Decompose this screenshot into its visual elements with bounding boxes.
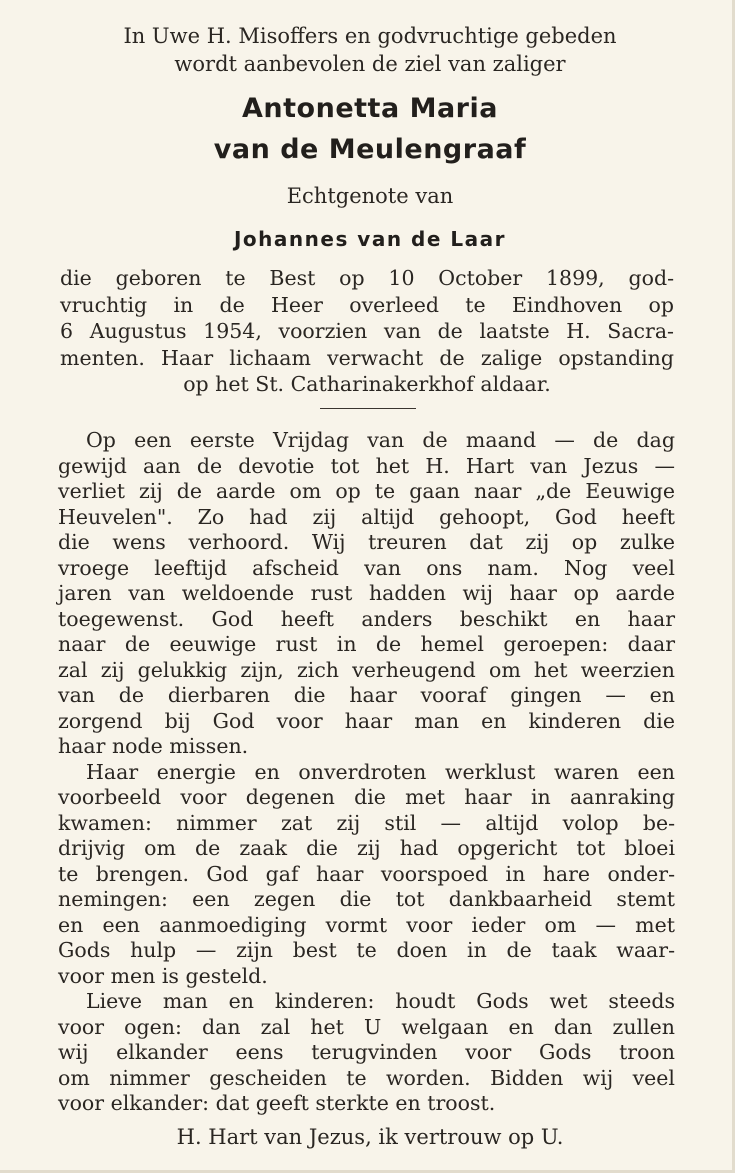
divider-rule	[320, 408, 416, 409]
closing-prayer: H. Hart van Jezus, ik vertrouw op U.	[176, 1125, 564, 1149]
body-line: om nimmer gescheiden te worden. Bidden wij veel	[58, 1065, 675, 1090]
body-line: toegewenst. God heeft anders beschikt en haar	[58, 606, 675, 631]
body-line: nemingen: een zegen die tot dankbaarheid stemt	[58, 887, 675, 911]
spouse-label: Echtgenote van	[286, 184, 454, 208]
body-line: vroege leeftijd afscheid van ons nam. Nog veel	[58, 555, 675, 580]
body-line: drijvig om de zaak die zij had opgericht tot bloei	[58, 836, 675, 860]
intro-line-1: In Uwe H. Misoffers en godvruchtige gebeden	[123, 24, 617, 48]
body-line: Op een eerste Vrijdag van de maand — de dag	[86, 428, 675, 452]
memorial-text	[58, 428, 675, 1117]
body-line: voor ogen: dan zal het U welgaan en dan zullen	[58, 1014, 675, 1039]
body-line: voor elkander: dat geeft sterkte en troost.	[58, 1091, 496, 1115]
body-line: en een aanmoediging vormt voor ieder om — met	[58, 912, 675, 937]
spouse-name: Johannes van de Laar	[233, 227, 506, 251]
body-line: van de dierbaren die haar vooraf gingen — en	[58, 683, 675, 707]
deceased-name-line-2: van de Meulengraaf	[213, 134, 527, 165]
dates-line: die geboren te Best op 10 October 1899, god-	[60, 266, 674, 290]
intro-line-2: wordt aanbevolen de ziel van zaliger	[174, 52, 566, 76]
dates-line: vruchtig in de Heer overleed te Eindhoven op	[60, 292, 674, 317]
dates-line: op het St. Catharinakerkhof aldaar.	[183, 372, 551, 396]
body-line: gewijd aan de devotie tot het H. Hart van Jezus —	[58, 453, 675, 478]
deceased-name-line-1: Antonetta Maria	[242, 93, 498, 124]
body-line: wij elkander eens terugvinden voor Gods troon	[58, 1040, 675, 1064]
body-line: Gods hulp — zijn best te doen in de taak waar-	[58, 938, 675, 962]
intro-text	[60, 22, 680, 78]
body-line: jaren van weldoende rust hadden wij haar op aarde	[58, 581, 675, 605]
body-line: Haar energie en onverdroten werklust waren een	[86, 759, 675, 784]
body-line: haar node missen.	[58, 734, 249, 758]
body-line: kwamen: nimmer zat zij stil — altijd volop be-	[58, 810, 675, 835]
body-line: Heuvelen". Zo had zij altijd gehoopt, God heeft	[58, 504, 675, 529]
body-line: naar de eeuwige rust in de hemel geroepen: daar	[58, 632, 675, 656]
dates-line: menten. Haar lichaam verwacht de zalige opstanding	[60, 345, 674, 370]
dates-line: 6 Augustus 1954, voorzien van de laatste H. Sacra-	[60, 319, 674, 343]
birth-death-paragraph	[60, 265, 674, 398]
body-line: die wens verhoord. Wij treuren dat zij op zulke	[58, 530, 675, 554]
body-line: verliet zij de aarde om op te gaan naar „de Eeuwige	[58, 479, 675, 503]
body-line: zorgend bij God voor haar man en kinderen die	[58, 708, 675, 733]
body-line: voorbeeld voor degenen die met haar in aanraking	[58, 785, 675, 809]
body-line: Lieve man en kinderen: houdt Gods wet steeds	[86, 989, 675, 1013]
body-line: zal zij gelukkig zijn, zich verheugend om het weerzien	[58, 657, 675, 682]
body-line: te brengen. God gaf haar voorspoed in hare onder-	[58, 861, 675, 886]
body-line: voor men is gesteld.	[58, 963, 268, 988]
